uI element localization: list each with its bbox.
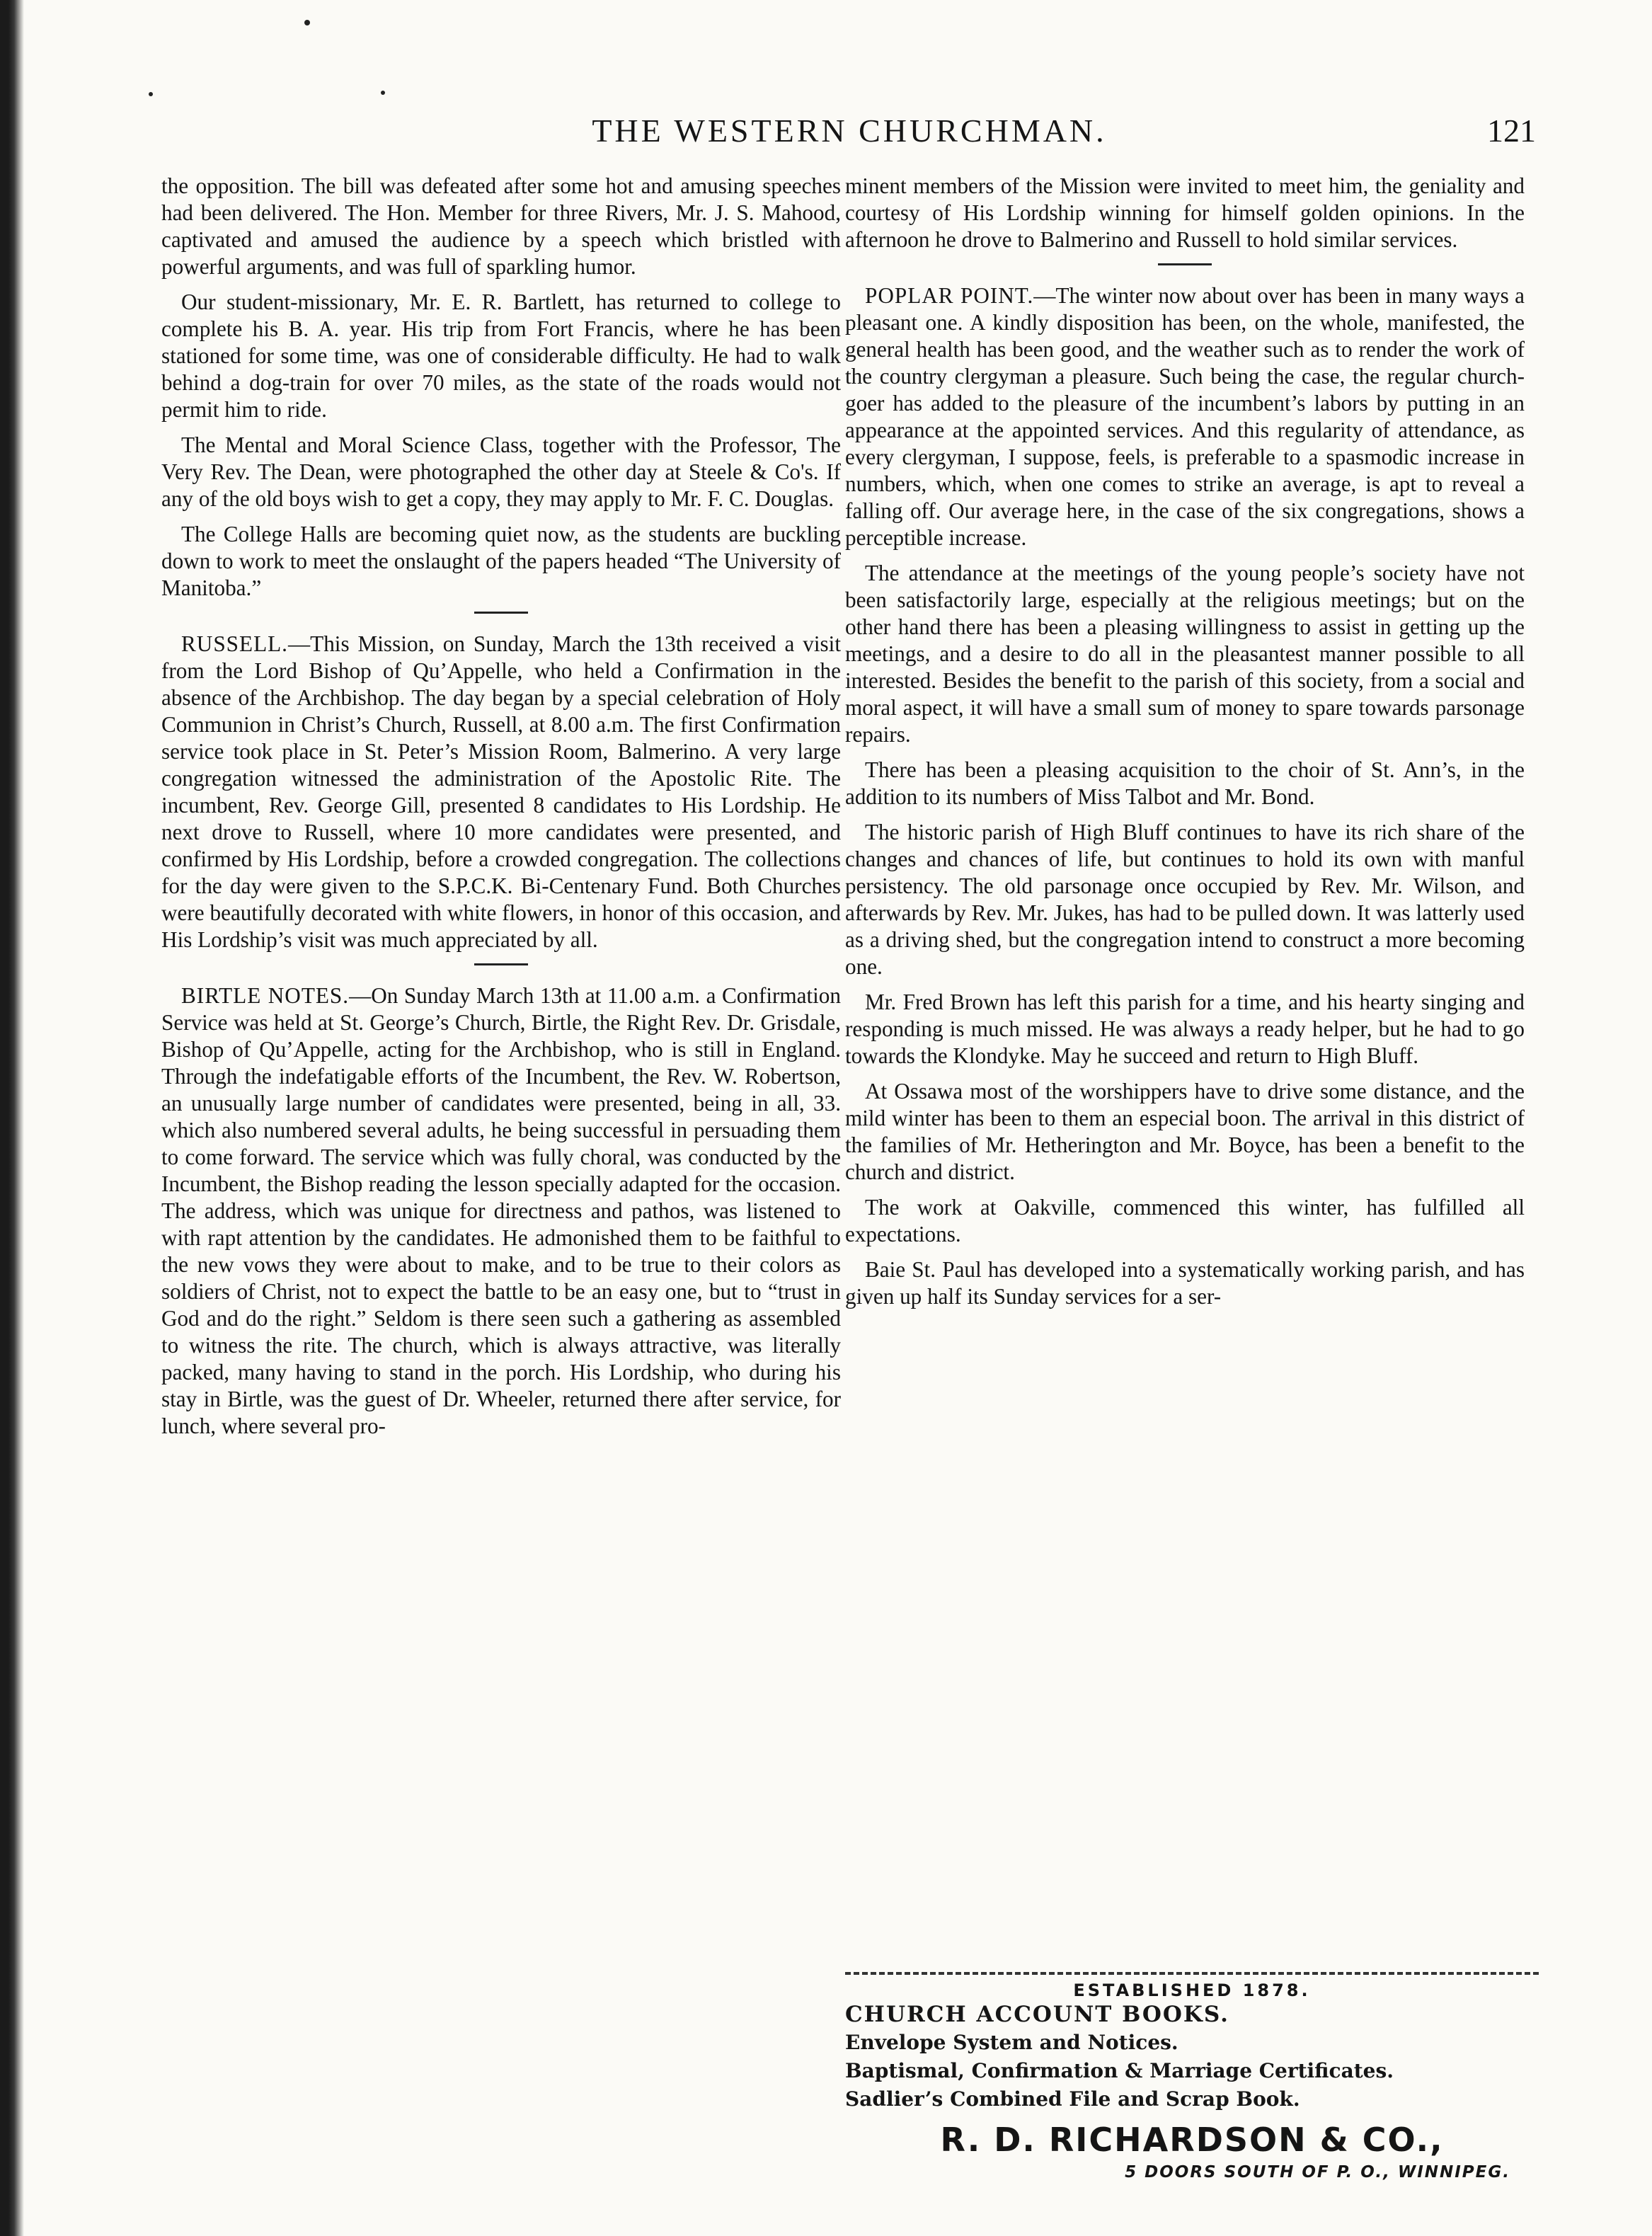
scan-edge-shadow (0, 0, 24, 2236)
paragraph: There has been a pleasing acquisition to the choir of St. Ann’s, in the addition to its numbers of Miss Talbot and Mr. Bond. (845, 757, 1525, 809)
scan-speck (149, 92, 153, 96)
ad-top-rule (845, 1972, 1539, 1975)
article-heading: POPLAR POINT. (865, 283, 1034, 308)
article-body: —The winter now about over has been in many ways a pleasant one. A kindly disposition has been, on the whole, manifested, the general health has been good, and the weather such as to render the work of the country clergyman a pleasure. Such being the case, the regular church-goer has added to the pleasure of the incumbent’s labors by putting in an appearance at the appointed services. And this regularity of attendance, as every clergyman, I suppose, feels, is preferable to a spasmodic increase in numbers, which, when one comes to strike an average, is apt to reveal a falling off. Our average here, in the case of the six congregations, shows a perceptible increase. (845, 283, 1525, 550)
paragraph: At Ossawa most of the worshippers have to drive some distance, and the mild winter has been to them an especial boon. The arrival in this district of the families of Mr. Hetherington and Mr. Boyce, has been a benefit to the church and district. (845, 1079, 1525, 1184)
article-heading: BIRTLE NOTES. (181, 983, 350, 1008)
article-birtle (161, 982, 841, 1440)
paragraph: The historic parish of High Bluff continues to have its rich share of the changes and chances of life, but continues to hold its own with manful persistency. The old parsonage once occupied by Rev. Mr. Wilson, and afterwards by Rev. Mr. Jukes, has had to be pulled down. It was latterly used as a driving shed, but the congregation intend to construct a more becoming one. (845, 820, 1525, 979)
paragraph: The College Halls are becoming quiet now, as the students are buckling down to work to meet the onslaught of the papers headed “The University of Manitoba.” (161, 522, 841, 600)
article-russell (161, 631, 841, 953)
paragraph: minent members of the Mission were invited to meet him, the geniality and courtesy of His Lordship winning for himself golden opinions. In the afternoon he drove to Balmerino and Russell to hold similar services. (845, 173, 1525, 252)
paragraph: the opposition. The bill was defeated after some hot and amusing speeches had been delivered. The Hon. Member for three Rivers, Mr. J. S. Mahood, captivated and amused the audience by a speech which bristled with powerful arguments, and was full of sparkling humor. (161, 173, 841, 279)
paragraph: The work at Oakville, commenced this winter, has fulfilled all expectations. (845, 1195, 1525, 1246)
section-divider (474, 612, 528, 614)
paragraph: Mr. Fred Brown has left this parish for a time, and his hearty singing and responding is much missed. He was always a ready helper, but he had to go towards the Klondyke. May he succeed and return to High Bluff. (845, 990, 1525, 1068)
article-heading: RUSSELL. (181, 631, 288, 656)
paragraph: The Mental and Moral Science Class, together with the Professor, The Very Rev. The Dean, were photographed the other day at Steele & Co's. If any of the old boys wish to get a copy, they may apply to Mr. F. C. Douglas. (161, 432, 841, 511)
ad-line: CHURCH ACCOUNT BOOKS. (845, 2002, 1229, 2027)
ad-established: ESTABLISHED 1878. (1073, 1980, 1311, 2000)
ad-address: 5 DOORS SOUTH OF P. O., WINNIPEG. (1125, 2163, 1510, 2181)
section-divider (1158, 263, 1212, 265)
ad-line: Baptismal, Confirmation & Marriage Certificates. (845, 2059, 1394, 2082)
right-column (845, 173, 1525, 1319)
article-body: —This Mission, on Sunday, March the 13th received a visit from the Lord Bishop of Qu’Appelle, who held a Confirmation in the absence of the Archbishop. The day began by a special celebration of Holy Communion in Christ’s Church, Russell, at 8.00 a.m. The first Confirmation service took place in St. Peter’s Mission Room, Balmerino. A very large congregation witnessed the administration of the Apostolic Rite. The incumbent, Rev. George Gill, presented 8 candidates to His Lordship. He next drove to Russell, where 10 more candidates were presented, and confirmed by His Lordship, before a crowded congregation. The collections for the day were given to the S.P.C.K. Bi-Centenary Fund. Both Churches were beautifully decorated with white flowers, in honor of this occasion, and His Lordship’s visit was much appreciated by all. (161, 631, 841, 952)
ad-line: Sadlier’s Combined File and Scrap Book. (845, 2087, 1300, 2111)
scan-speck (304, 20, 310, 25)
left-column (161, 173, 841, 1448)
paragraph: Our student-missionary, Mr. E. R. Bartlett, has returned to college to complete his B. A. year. His trip from Fort Francis, where he has been stationed for some time, was one of considerable difficulty. He had to walk behind a dog-train for over 70 miles, as the state of the roads would not permit him to ride. (161, 289, 841, 422)
ad-company-name: R. D. RICHARDSON & CO., (940, 2121, 1444, 2159)
page-header (163, 112, 1536, 161)
paragraph: Baie St. Paul has developed into a systematically working parish, and has given up half its Sunday services for a ser- (845, 1257, 1525, 1309)
article-body: —On Sunday March 13th at 11.00 a.m. a Confirmation Service was held at St. George’s Church, Birtle, the Right Rev. Dr. Grisdale, Bishop of Qu’Appelle, acting for the Archbishop, who is still in England. Through the indefatigable efforts of the Incumbent, the Rev. W. Robertson, an unusually large number of candidates were presented, being in all, 33. which also numbered several adults, he being successful in persuading them to come forward. The service which was fully choral, was conducted by the Incumbent, the Bishop reading the lesson specially adapted for the occasion. The address, which was unique for directness and pathos, was listened to with rapt attention by the candidates. He admonished them to be faithful to the new vows they were about to make, and to be true to their colors as soldiers of Christ, not to expect the battle to be an easy one, but to “trust in God and do the right.” Seldom is there seen such a gathering as assembled to witness the rite. The church, which is always attractive, was literally packed, many having to stand in the porch. His Lordship, who during his stay in Birtle, was the guest of Dr. Wheeler, returned there after service, for lunch, where several pro- (161, 983, 841, 1438)
advertisement (845, 1972, 1539, 2184)
scan-speck (381, 91, 385, 95)
paragraph: The attendance at the meetings of the young people’s society have not been satisfactorily large, especially at the religious meetings; but on the other hand there has been a pleasing willingness to assist in getting up the meetings, and a desire to do all in the pleasantest manner possible to all interested. Besides the benefit to the parish of this society, from a social and moral aspect, it will have a small sum of money to spare towards parsonage repairs. (845, 561, 1525, 747)
page-number: 121 (1487, 113, 1536, 149)
article-poplar-point (845, 282, 1525, 551)
ad-line: Envelope System and Notices. (845, 2031, 1178, 2054)
publication-title: THE WESTERN CHURCHMAN. (592, 113, 1107, 149)
section-divider (474, 963, 528, 965)
